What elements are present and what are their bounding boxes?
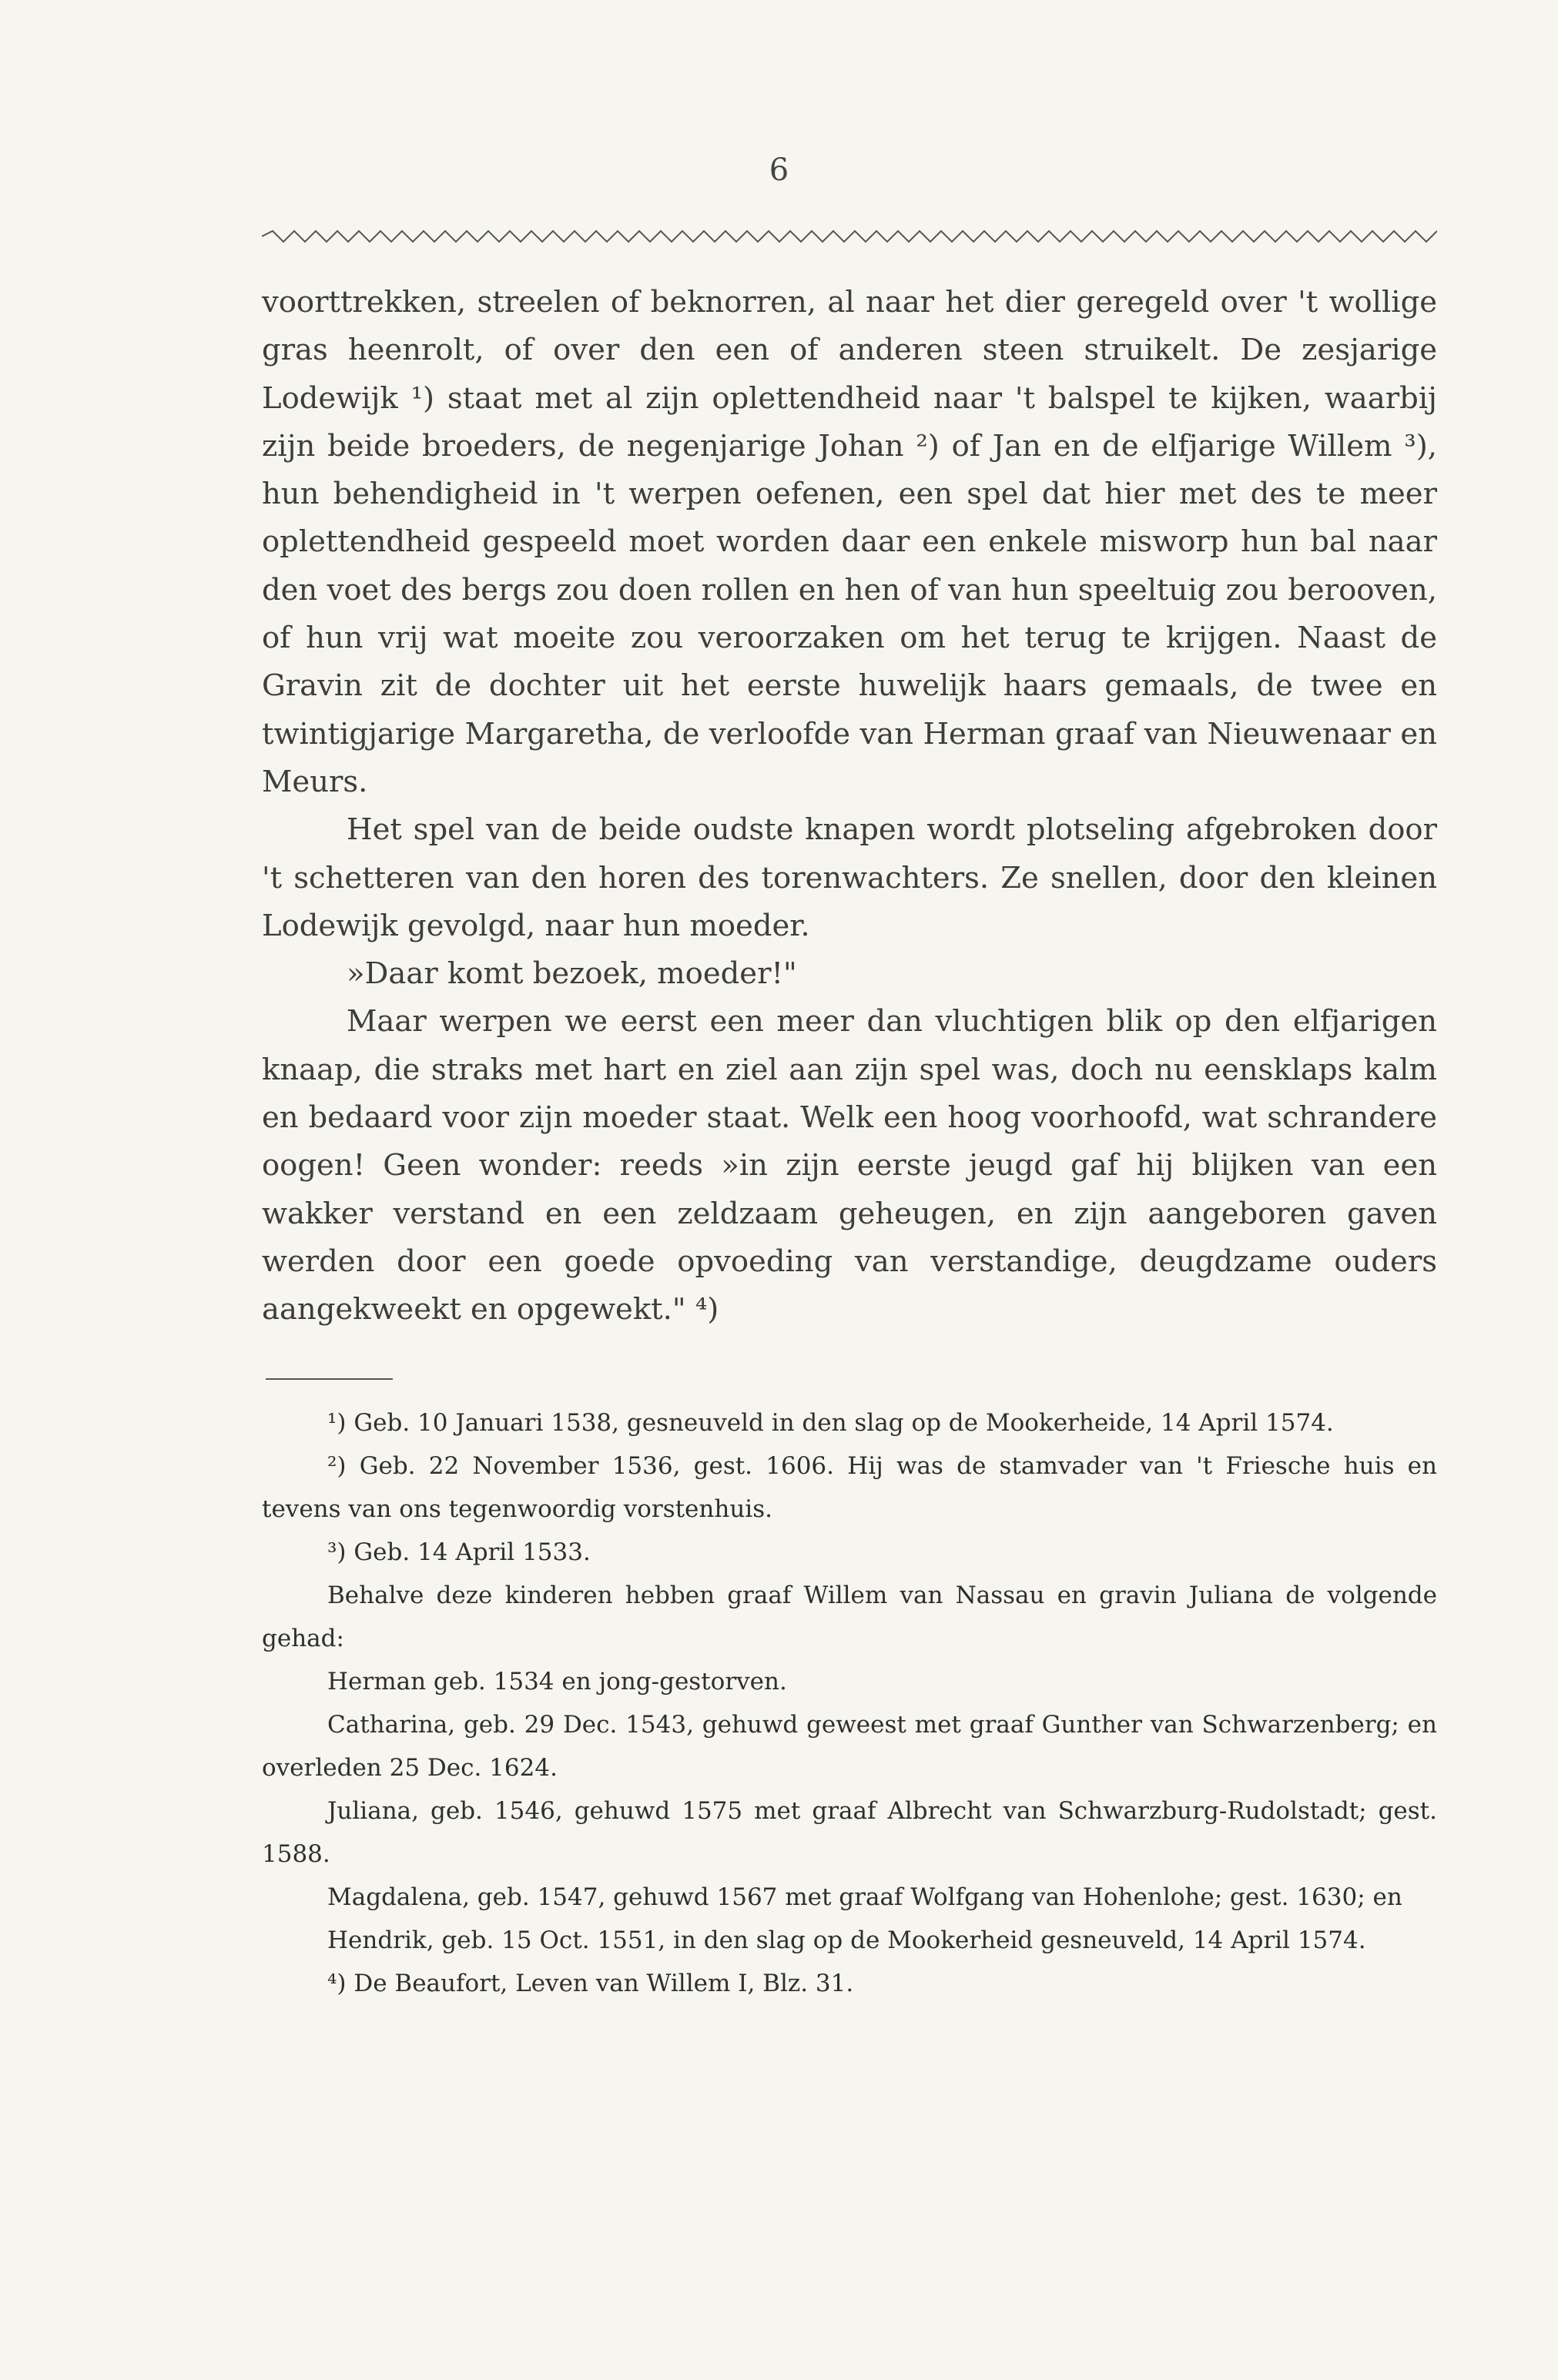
paragraph: voorttrekken, streelen of beknorren, al naar het dier geregeld over 't wollige gras heenrolt, of over den een of anderen steen struikelt. De zesjarige Lodewijk ¹) staat met al zijn oplettendheid naar 't balspel te kijken, waarbij zijn beide broeders, de negenjarige Johan ²) of Jan en de elfjarige Willem ³), hun behendigheid in 't werpen oefenen, een spel dat hier met des te meer oplettendheid gespeeld moet worden daar een enkele misworp hun bal naar den voet des bergs zou doen rollen en hen of van hun speeltuig zou berooven, of hun vrij wat moeite zou veroorzaken om het terug te krijgen. Naast de Gravin zit de dochter uit het eerste huwelijk haars gemaals, de twee en twintigjarige Margaretha, de verloofde van Herman graaf van Nieuwenaar en Meurs. (262, 285, 1437, 799)
paragraph: »Daar komt bezoek, moeder!" (347, 956, 797, 992)
page-number: 6 (769, 152, 789, 188)
footnote: Juliana, geb. 1546, gehuwd 1575 met graaf Albrecht van Schwarzburg-Rudolstadt; gest. 1588. (262, 1797, 1437, 1868)
paragraph: Maar werpen we eerst een meer dan vluchtigen blik op den elfjarigen knaap, die straks met hart en ziel aan zijn spel was, doch nu eensklaps kalm en bedaard voor zijn moeder staat. Welk een hoog voorhoofd, wat schrandere oogen! Geen wonder: reeds »in zijn eerste jeugd gaf hij blijken van een wakker verstand en een zeldzaam geheugen, en zijn aangeboren gaven werden door een goede opvoeding van verstandige, deugdzame ouders aangekweekt en opgewekt." ⁴) (262, 1004, 1437, 1327)
footnote: ¹) Geb. 10 Januari 1538, gesneuveld in den slag op de Mookerheide, 14 April 1574. (327, 1409, 1334, 1437)
footnote: ²) Geb. 22 November 1536, gest. 1606. Hij was de stamvader van 't Friesche huis en tevens van ons tegenwoordig vorstenhuis. (262, 1452, 1437, 1523)
main-text (262, 279, 1437, 1334)
wavy-divider (262, 225, 1437, 248)
footnotes (262, 1401, 1437, 2005)
footnote: ³) Geb. 14 April 1533. (327, 1538, 591, 1566)
footnote: Behalve deze kinderen hebben graaf Willem van Nassau en gravin Juliana de volgende gehad: (262, 1582, 1437, 1652)
footnote-separator (266, 1378, 393, 1380)
paragraph: Het spel van de beide oudste knapen wordt plotseling afgebroken door 't schetteren van den horen des torenwachters. Ze snellen, door den kleinen Lodewijk gevolgd, naar hun moeder. (262, 812, 1437, 943)
footnote: Catharina, geb. 29 Dec. 1543, gehuwd geweest met graaf Gunther van Schwarzenberg; en overleden 25 Dec. 1624. (262, 1711, 1437, 1782)
footnote: Herman geb. 1534 en jong-gestorven. (327, 1668, 787, 1695)
footnote: ⁴) De Beaufort, Leven van Willem I, Blz. 31. (327, 1970, 854, 1997)
footnote: Magdalena, geb. 1547, gehuwd 1567 met graaf Wolfgang van Hohenlohe; gest. 1630; en (327, 1883, 1402, 1911)
footnote: Hendrik, geb. 15 Oct. 1551, in den slag op de Mookerheid gesneuveld, 14 April 1574. (327, 1926, 1366, 1954)
